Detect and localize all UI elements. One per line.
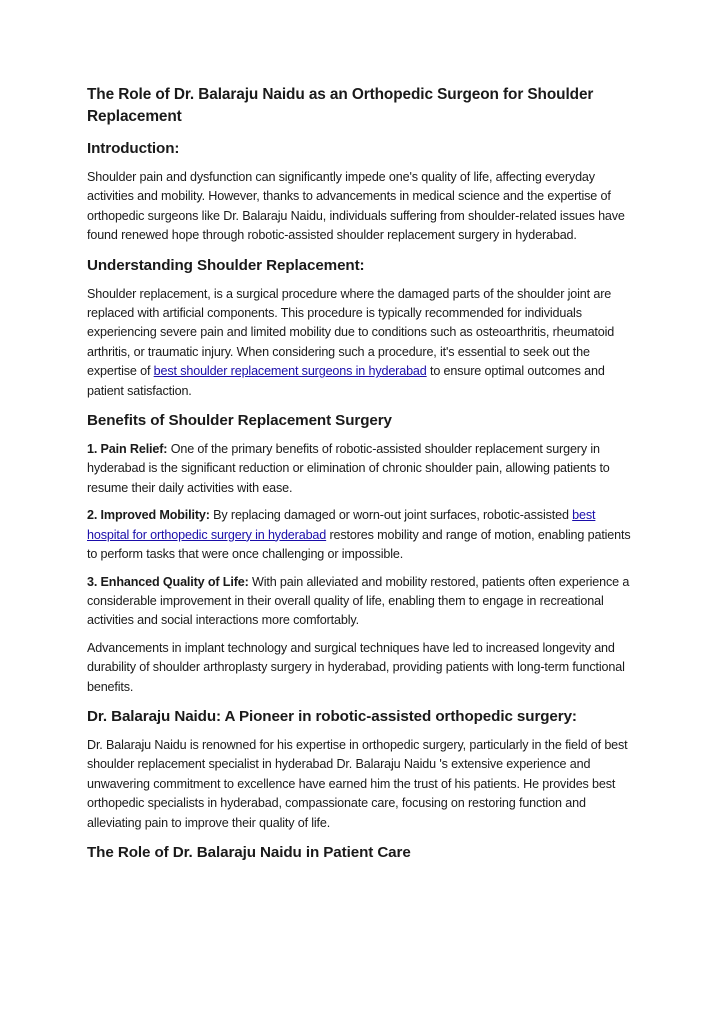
pioneer-paragraph: Dr. Balaraju Naidu is renowned for his expertise in orthopedic surgery, particularly in the field of best shoulder replacement specialist in hyderabad Dr. Balaraju Naidu 's extensive experience and unwavering commitment to excellence have earned him the trust of his patients. He provides best orthopedic specialists in hyderabad, compassionate care, focusing on restoring function and alleviating pain to improve their quality of life. [87,737,628,830]
orthopedic-hospital-link[interactable]: best hospital for orthopedic surgery in hyderabad [87,508,596,542]
benefit-item-pain-relief [87,440,634,498]
benefit-text: With pain alleviated and mobility restored, patients often experience a considerable improvement in their overall quality of life, enabling them to engage in recreational activities and social interactions more comfortably. [87,574,630,628]
shoulder-surgeons-link[interactable]: best shoulder replacement surgeons in hyderabad [153,364,427,379]
benefit-text-before: By replacing damaged or worn-out joint surfaces, robotic-assisted [209,508,573,523]
benefit-label: 1. Pain Relief: [87,442,168,457]
understanding-text-before: Shoulder replacement, is a surgical procedure where the damaged parts of the shoulder joint are replaced with artificial components. This procedure is typically recommended for individuals experiencing severe pain and limited mobility due to conditions such as osteoarthritis, rheumatoid arthritis, or traumatic injury. When considering such a procedure, it's essential to seek out the expertise of [87,286,615,379]
introduction-heading: Introduction: [87,140,180,157]
benefit-item-improved-mobility [87,506,634,564]
patient-care-heading: The Role of Dr. Balaraju Naidu in Patient Care [87,843,411,861]
benefit-item-quality-of-life [87,573,634,631]
benefit-label: 3. Enhanced Quality of Life: [87,574,249,589]
understanding-heading: Understanding Shoulder Replacement: [87,256,365,274]
understanding-paragraph [87,285,634,401]
understanding-text-after: to ensure optimal outcomes and patient satisfaction. [87,364,605,398]
benefit-text-after: restores mobility and range of motion, enabling patients to perform tasks that were once challenging or impossible. [87,527,631,562]
pioneer-heading: Dr. Balaraju Naidu: A Pioneer in robotic-assisted orthopedic surgery: [87,707,577,725]
benefit-text: One of the primary benefits of robotic-assisted shoulder replacement surgery in hyderabad is the significant reduction or elimination of chronic shoulder pain, allowing patients to resume their daily activities with ease. [87,442,610,495]
introduction-paragraph: Shoulder pain and dysfunction can significantly impede one's quality of life, affecting everyday activities and mobility. However, thanks to advancements in medical science and the expertise of orthopedic surgeons like Dr. Balaraju Naidu, individuals suffering from shoulder-related issues have found renewed hope through robotic-assisted shoulder replacement surgery in hyderabad. [87,170,625,243]
benefits-closing-paragraph: Advancements in implant technology and surgical techniques have led to increased longevity and durability of shoulder arthroplasty surgery in hyderabad, providing patients with long-term functional benefits. [87,640,625,694]
benefits-heading: Benefits of Shoulder Replacement Surgery [87,412,392,430]
benefit-label: 2. Improved Mobility: [87,508,210,523]
document-title: The Role of Dr. Balaraju Naidu as an Orthopedic Surgeon for Shoulder Replacement [87,86,594,125]
